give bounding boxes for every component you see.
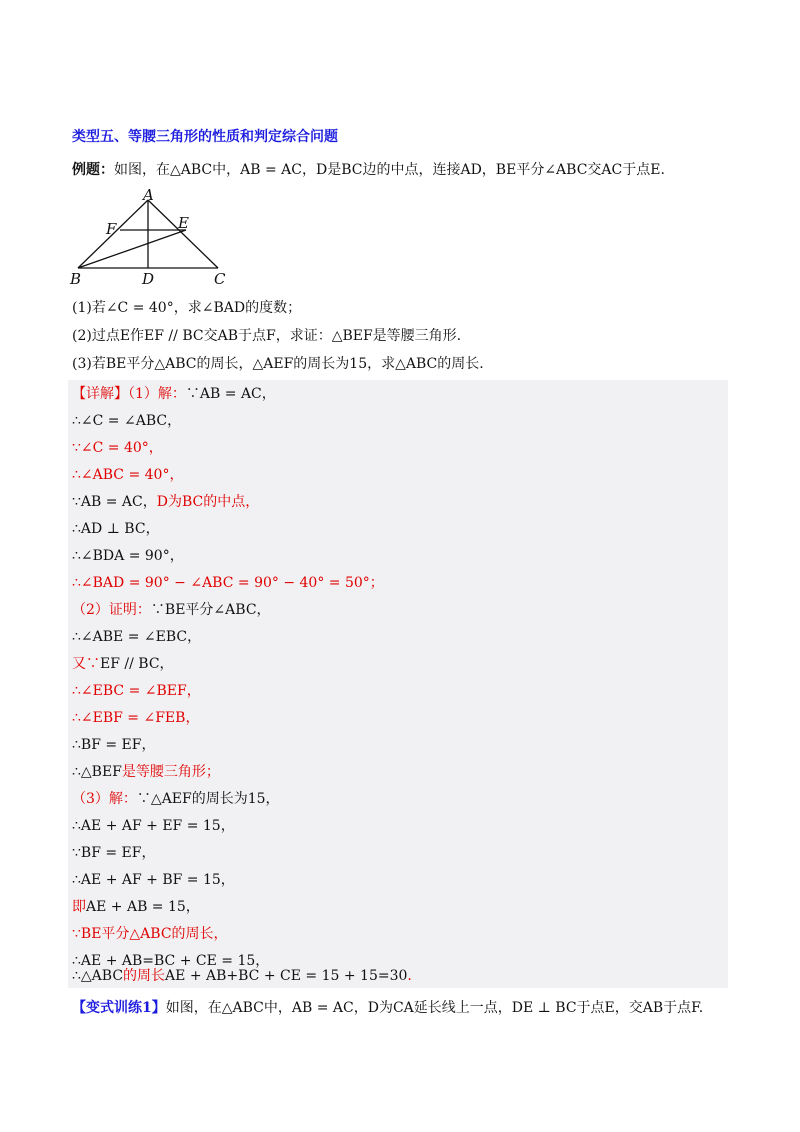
solution-line-17: ∴AE + AF + EF = 15， bbox=[72, 818, 235, 834]
triangle-figure bbox=[66, 188, 236, 288]
question-2: (2)过点E作EF // BC交AB于点F，求证：△BEF是等腰三角形. bbox=[72, 328, 462, 344]
solution-line-13: ∴∠EBF = ∠FEB， bbox=[72, 710, 200, 726]
solution-line-12: ∴∠EBC = ∠BEF， bbox=[72, 683, 201, 699]
solution-line-23: ∴△ABC的周长AE + AB+BC + CE = 15 + 15=30. bbox=[72, 968, 412, 984]
part2-label: （2）证明： bbox=[72, 602, 151, 618]
label-a: A bbox=[143, 188, 154, 204]
solution-line-5: ∵AB = AC，D为BC的中点， bbox=[72, 494, 260, 510]
solution-line-9: （2）证明：∵BE平分∠ABC， bbox=[72, 602, 271, 618]
label-e: E bbox=[178, 214, 189, 232]
solution-line-7: ∴∠BDA = 90°， bbox=[72, 548, 184, 564]
part3-label: （3）解： bbox=[72, 791, 137, 807]
section-heading: 类型五、等腰三角形的性质和判定综合问题 bbox=[72, 129, 338, 145]
example-text: 如图，在△ABC中，AB = AC，D是BC边的中点，连接AD，BE平分∠ABC交AC于点E. bbox=[114, 162, 665, 178]
solution-line-18: ∵BF = EF， bbox=[72, 845, 156, 861]
variant-exercise bbox=[72, 998, 703, 1018]
label-b: B bbox=[70, 270, 82, 288]
example-label: 例题： bbox=[72, 162, 114, 178]
solution-line-1: 【详解】（1）解：∵AB = AC， bbox=[72, 386, 276, 402]
question-3: (3)若BE平分△ABC的周长，△AEF的周长为15，求△ABC的周长. bbox=[72, 356, 484, 372]
question-1: (1)若∠C = 40°，求∠BAD的度数； bbox=[72, 300, 302, 316]
solution-line-3: ∵∠C = 40°， bbox=[72, 440, 163, 456]
detail-tag: 【详解】 bbox=[72, 386, 128, 402]
solution-line-20: 即AE + AB = 15， bbox=[72, 899, 200, 915]
solution-line-11: 又∵EF // BC， bbox=[72, 656, 174, 672]
solution-line-10: ∴∠ABE = ∠EBC， bbox=[72, 629, 202, 645]
solution-line-15: ∴△BEF是等腰三角形； bbox=[72, 764, 220, 780]
variant-text: 如图，在△ABC中，AB = AC，D为CA延长线上一点，DE ⊥ BC于点E，交AB于点F. bbox=[165, 1000, 704, 1016]
solution-line-4: ∴∠ABC = 40°， bbox=[72, 467, 184, 483]
segment-be bbox=[78, 230, 186, 268]
part1-label: （1）解： bbox=[128, 386, 186, 402]
label-d: D bbox=[142, 270, 155, 288]
solution-line-6: ∴AD ⊥ BC， bbox=[72, 521, 160, 537]
example-statement bbox=[72, 160, 665, 180]
side-ac bbox=[148, 200, 218, 268]
solution-line-21: ∵BE平分△ABC的周长， bbox=[72, 926, 228, 942]
solution-line-22: ∴AE + AB=BC + CE = 15， bbox=[72, 953, 270, 969]
variant-label: 【变式训练1】 bbox=[72, 1000, 166, 1016]
label-c: C bbox=[214, 270, 226, 288]
solution-line-16: （3）解：∵△AEF的周长为15， bbox=[72, 791, 280, 807]
solution-line-19: ∴AE + AF + BF = 15， bbox=[72, 872, 235, 888]
solution-line-8: ∴∠BAD = 90° − ∠ABC = 90° − 40° = 50°； bbox=[72, 575, 384, 591]
solution-line-2: ∴∠C = ∠ABC， bbox=[72, 413, 182, 429]
label-f: F bbox=[106, 220, 117, 238]
solution-line-14: ∴BF = EF， bbox=[72, 737, 156, 753]
